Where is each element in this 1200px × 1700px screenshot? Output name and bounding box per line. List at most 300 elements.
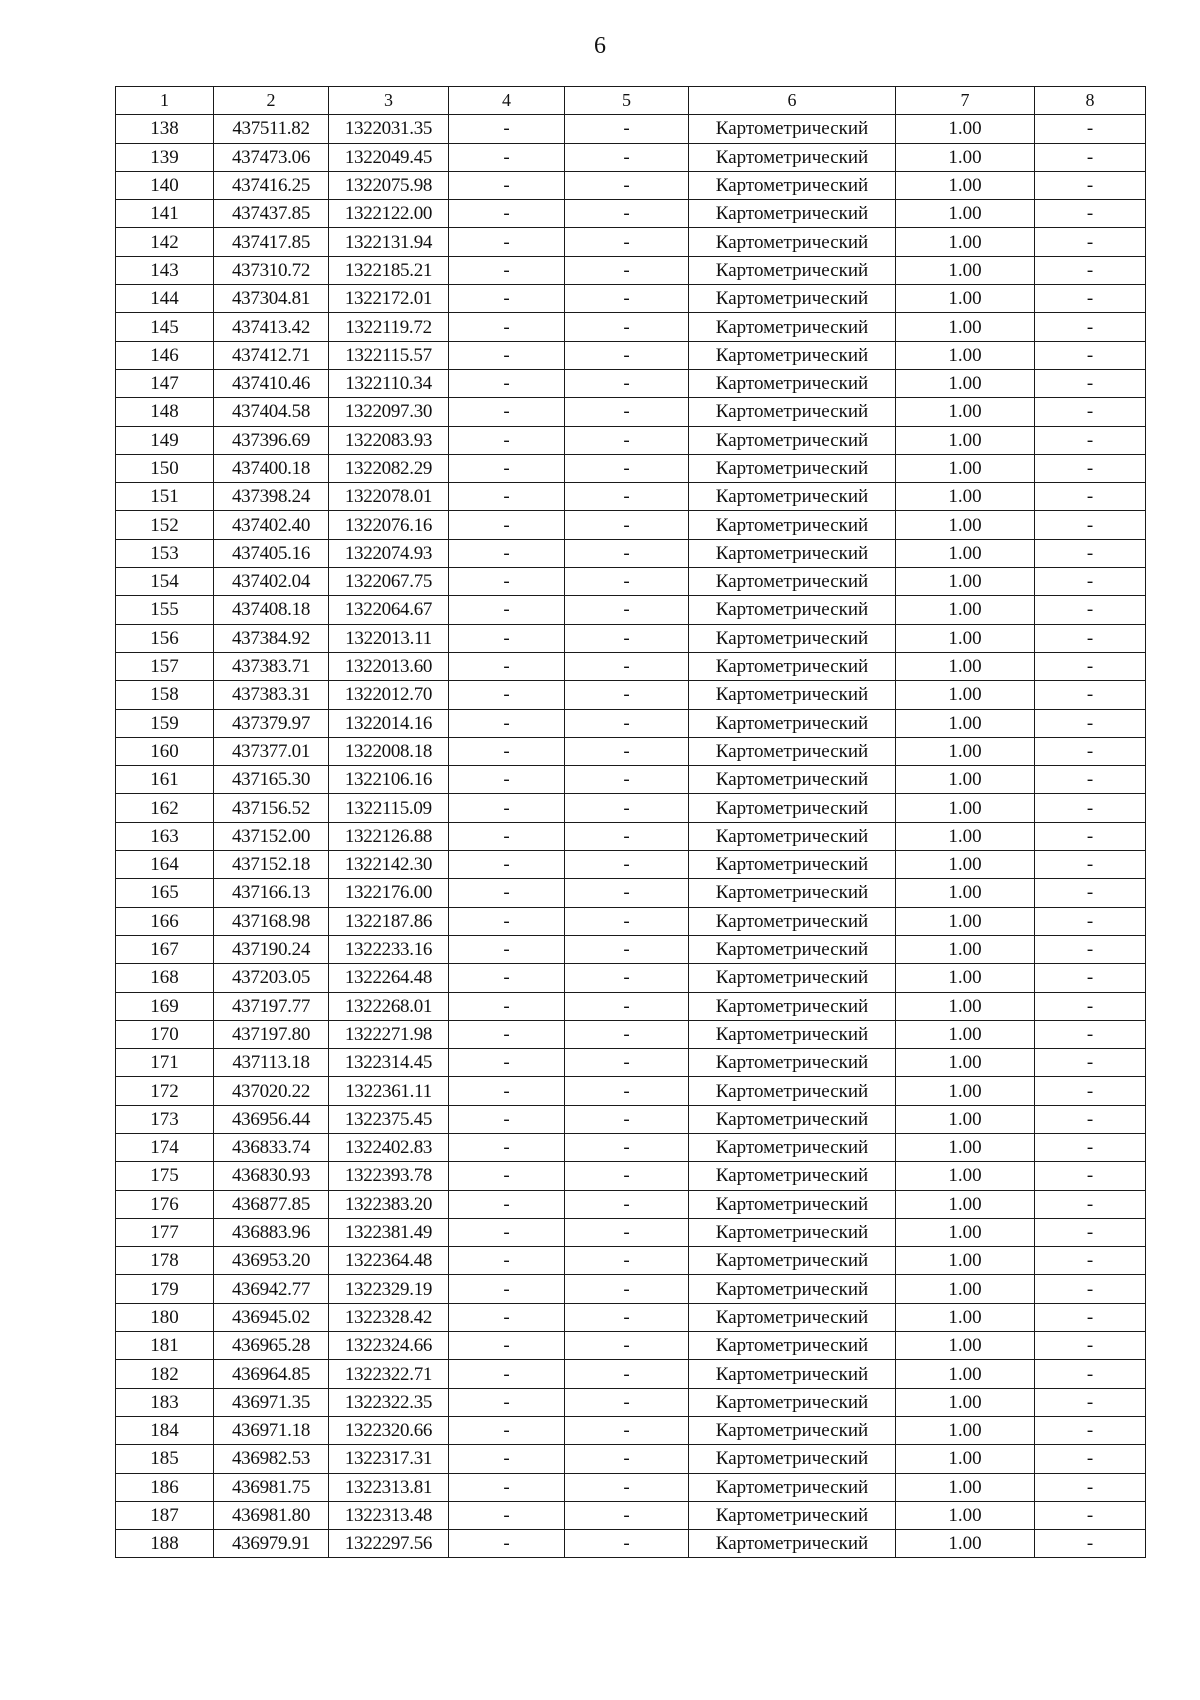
col-8-value-cell: - [1035, 1190, 1146, 1218]
col-8-value-cell: - [1035, 1162, 1146, 1190]
accuracy-cell: 1.00 [896, 822, 1035, 850]
col-5-value-cell: - [565, 483, 689, 511]
col-4-value-cell: - [449, 568, 565, 596]
point-number-cell: 156 [116, 624, 214, 652]
method-cell: Картометрический [689, 964, 896, 992]
method-cell: Картометрический [689, 624, 896, 652]
table-row [116, 879, 1146, 907]
accuracy-cell: 1.00 [896, 1303, 1035, 1331]
point-number-cell: 171 [116, 1049, 214, 1077]
col-5-value-cell: - [565, 851, 689, 879]
table-row [116, 483, 1146, 511]
accuracy-cell: 1.00 [896, 313, 1035, 341]
coord-x-cell: 436964.85 [214, 1360, 329, 1388]
col-8-value-cell: - [1035, 200, 1146, 228]
point-number-cell: 160 [116, 737, 214, 765]
accuracy-cell: 1.00 [896, 1190, 1035, 1218]
accuracy-cell: 1.00 [896, 1388, 1035, 1416]
coord-y-cell: 1322271.98 [329, 1020, 449, 1048]
point-number-cell: 175 [116, 1162, 214, 1190]
table-row [116, 935, 1146, 963]
point-number-cell: 185 [116, 1445, 214, 1473]
col-5-value-cell: - [565, 426, 689, 454]
coord-x-cell: 437402.04 [214, 568, 329, 596]
coord-x-cell: 437156.52 [214, 794, 329, 822]
accuracy-cell: 1.00 [896, 1162, 1035, 1190]
col-8-value-cell: - [1035, 539, 1146, 567]
coord-y-cell: 1322172.01 [329, 285, 449, 313]
method-cell: Картометрический [689, 1473, 896, 1501]
col-8-value-cell: - [1035, 1501, 1146, 1529]
col-4-value-cell: - [449, 964, 565, 992]
coord-x-cell: 436965.28 [214, 1332, 329, 1360]
accuracy-cell: 1.00 [896, 1077, 1035, 1105]
method-cell: Картометрический [689, 539, 896, 567]
table-row [116, 143, 1146, 171]
coord-x-cell: 437417.85 [214, 228, 329, 256]
point-number-cell: 182 [116, 1360, 214, 1388]
table-row [116, 964, 1146, 992]
coord-y-cell: 1322067.75 [329, 568, 449, 596]
col-8-value-cell: - [1035, 483, 1146, 511]
point-number-cell: 145 [116, 313, 214, 341]
col-5-value-cell: - [565, 624, 689, 652]
coord-x-cell: 436979.91 [214, 1530, 329, 1558]
col-4-value-cell: - [449, 369, 565, 397]
coord-x-cell: 437412.71 [214, 341, 329, 369]
col-4-value-cell: - [449, 539, 565, 567]
method-cell: Картометрический [689, 1247, 896, 1275]
coord-y-cell: 1322383.20 [329, 1190, 449, 1218]
col-4-value-cell: - [449, 652, 565, 680]
col-8-value-cell: - [1035, 1275, 1146, 1303]
col-4-value-cell: - [449, 794, 565, 822]
coord-y-cell: 1322313.81 [329, 1473, 449, 1501]
coord-x-cell: 436877.85 [214, 1190, 329, 1218]
col-8-value-cell: - [1035, 822, 1146, 850]
method-cell: Картометрический [689, 426, 896, 454]
coord-x-cell: 437405.16 [214, 539, 329, 567]
accuracy-cell: 1.00 [896, 539, 1035, 567]
method-cell: Картометрический [689, 1416, 896, 1444]
col-4-value-cell: - [449, 1445, 565, 1473]
coord-x-cell: 436945.02 [214, 1303, 329, 1331]
col-8-value-cell: - [1035, 454, 1146, 482]
col-8-value-cell: - [1035, 1105, 1146, 1133]
col-4-value-cell: - [449, 1473, 565, 1501]
accuracy-cell: 1.00 [896, 171, 1035, 199]
coord-y-cell: 1322031.35 [329, 115, 449, 143]
method-cell: Картометрический [689, 879, 896, 907]
table-row [116, 1360, 1146, 1388]
method-cell: Картометрический [689, 369, 896, 397]
col-8-value-cell: - [1035, 1473, 1146, 1501]
col-4-value-cell: - [449, 1416, 565, 1444]
coord-y-cell: 1322381.49 [329, 1218, 449, 1246]
coord-y-cell: 1322364.48 [329, 1247, 449, 1275]
accuracy-cell: 1.00 [896, 1020, 1035, 1048]
column-header: 6 [689, 87, 896, 115]
accuracy-cell: 1.00 [896, 964, 1035, 992]
col-8-value-cell: - [1035, 426, 1146, 454]
table-row [116, 285, 1146, 313]
col-5-value-cell: - [565, 228, 689, 256]
accuracy-cell: 1.00 [896, 907, 1035, 935]
coord-y-cell: 1322297.56 [329, 1530, 449, 1558]
col-8-value-cell: - [1035, 1303, 1146, 1331]
column-header: 4 [449, 87, 565, 115]
method-cell: Картометрический [689, 709, 896, 737]
coord-x-cell: 437190.24 [214, 935, 329, 963]
col-8-value-cell: - [1035, 369, 1146, 397]
coord-y-cell: 1322314.45 [329, 1049, 449, 1077]
col-5-value-cell: - [565, 935, 689, 963]
accuracy-cell: 1.00 [896, 454, 1035, 482]
table-row [116, 794, 1146, 822]
col-4-value-cell: - [449, 766, 565, 794]
col-5-value-cell: - [565, 398, 689, 426]
coord-x-cell: 436830.93 [214, 1162, 329, 1190]
accuracy-cell: 1.00 [896, 1247, 1035, 1275]
coord-y-cell: 1322013.11 [329, 624, 449, 652]
col-8-value-cell: - [1035, 398, 1146, 426]
col-4-value-cell: - [449, 624, 565, 652]
col-8-value-cell: - [1035, 341, 1146, 369]
col-4-value-cell: - [449, 285, 565, 313]
point-number-cell: 167 [116, 935, 214, 963]
col-4-value-cell: - [449, 1218, 565, 1246]
coord-x-cell: 436971.35 [214, 1388, 329, 1416]
method-cell: Картометрический [689, 907, 896, 935]
table-row [116, 1530, 1146, 1558]
table-row [116, 1445, 1146, 1473]
col-5-value-cell: - [565, 907, 689, 935]
method-cell: Картометрический [689, 1020, 896, 1048]
col-8-value-cell: - [1035, 228, 1146, 256]
point-number-cell: 157 [116, 652, 214, 680]
table-row [116, 313, 1146, 341]
coord-x-cell: 437197.77 [214, 992, 329, 1020]
table-row [116, 1162, 1146, 1190]
col-5-value-cell: - [565, 1530, 689, 1558]
coord-y-cell: 1322076.16 [329, 511, 449, 539]
col-4-value-cell: - [449, 1388, 565, 1416]
col-5-value-cell: - [565, 1049, 689, 1077]
column-header: 5 [565, 87, 689, 115]
column-header: 3 [329, 87, 449, 115]
table-row [116, 398, 1146, 426]
col-5-value-cell: - [565, 115, 689, 143]
col-4-value-cell: - [449, 879, 565, 907]
col-5-value-cell: - [565, 369, 689, 397]
accuracy-cell: 1.00 [896, 652, 1035, 680]
col-8-value-cell: - [1035, 681, 1146, 709]
col-5-value-cell: - [565, 1388, 689, 1416]
col-5-value-cell: - [565, 1133, 689, 1161]
col-4-value-cell: - [449, 1332, 565, 1360]
point-number-cell: 165 [116, 879, 214, 907]
method-cell: Картометрический [689, 794, 896, 822]
coord-x-cell: 437400.18 [214, 454, 329, 482]
coord-x-cell: 436956.44 [214, 1105, 329, 1133]
col-5-value-cell: - [565, 341, 689, 369]
table-row [116, 256, 1146, 284]
col-8-value-cell: - [1035, 1388, 1146, 1416]
coord-x-cell: 437165.30 [214, 766, 329, 794]
method-cell: Картометрический [689, 1332, 896, 1360]
accuracy-cell: 1.00 [896, 709, 1035, 737]
coord-y-cell: 1322074.93 [329, 539, 449, 567]
col-5-value-cell: - [565, 964, 689, 992]
column-header: 2 [214, 87, 329, 115]
col-8-value-cell: - [1035, 624, 1146, 652]
col-5-value-cell: - [565, 313, 689, 341]
accuracy-cell: 1.00 [896, 794, 1035, 822]
method-cell: Картометрический [689, 652, 896, 680]
point-number-cell: 177 [116, 1218, 214, 1246]
col-5-value-cell: - [565, 511, 689, 539]
col-4-value-cell: - [449, 851, 565, 879]
table-row [116, 681, 1146, 709]
table-row [116, 341, 1146, 369]
col-5-value-cell: - [565, 1332, 689, 1360]
table-row [116, 1247, 1146, 1275]
col-5-value-cell: - [565, 1501, 689, 1529]
col-5-value-cell: - [565, 568, 689, 596]
col-5-value-cell: - [565, 1190, 689, 1218]
coord-y-cell: 1322176.00 [329, 879, 449, 907]
table-row [116, 171, 1146, 199]
page-number: 6 [594, 33, 606, 59]
table-row [116, 1473, 1146, 1501]
coord-y-cell: 1322078.01 [329, 483, 449, 511]
coord-x-cell: 437437.85 [214, 200, 329, 228]
col-8-value-cell: - [1035, 313, 1146, 341]
coord-x-cell: 437384.92 [214, 624, 329, 652]
col-4-value-cell: - [449, 1162, 565, 1190]
point-number-cell: 174 [116, 1133, 214, 1161]
point-number-cell: 181 [116, 1332, 214, 1360]
col-8-value-cell: - [1035, 115, 1146, 143]
coord-x-cell: 437020.22 [214, 1077, 329, 1105]
table-row [116, 596, 1146, 624]
col-4-value-cell: - [449, 454, 565, 482]
point-number-cell: 178 [116, 1247, 214, 1275]
col-8-value-cell: - [1035, 1332, 1146, 1360]
coord-y-cell: 1322324.66 [329, 1332, 449, 1360]
col-5-value-cell: - [565, 1416, 689, 1444]
col-8-value-cell: - [1035, 171, 1146, 199]
point-number-cell: 143 [116, 256, 214, 284]
coord-y-cell: 1322115.09 [329, 794, 449, 822]
coord-x-cell: 437396.69 [214, 426, 329, 454]
col-5-value-cell: - [565, 285, 689, 313]
col-4-value-cell: - [449, 483, 565, 511]
col-4-value-cell: - [449, 709, 565, 737]
coord-y-cell: 1322012.70 [329, 681, 449, 709]
coord-x-cell: 437310.72 [214, 256, 329, 284]
table-row [116, 822, 1146, 850]
coord-y-cell: 1322119.72 [329, 313, 449, 341]
col-8-value-cell: - [1035, 1530, 1146, 1558]
table-row [116, 1275, 1146, 1303]
table-row [116, 766, 1146, 794]
col-8-value-cell: - [1035, 794, 1146, 822]
coord-y-cell: 1322083.93 [329, 426, 449, 454]
col-5-value-cell: - [565, 1473, 689, 1501]
col-4-value-cell: - [449, 1190, 565, 1218]
col-8-value-cell: - [1035, 964, 1146, 992]
accuracy-cell: 1.00 [896, 1218, 1035, 1246]
table-row [116, 426, 1146, 454]
col-8-value-cell: - [1035, 766, 1146, 794]
col-5-value-cell: - [565, 171, 689, 199]
col-8-value-cell: - [1035, 1218, 1146, 1246]
header-row [116, 87, 1146, 115]
table-row [116, 709, 1146, 737]
table-row [116, 851, 1146, 879]
method-cell: Картометрический [689, 1303, 896, 1331]
table-row [116, 228, 1146, 256]
point-number-cell: 138 [116, 115, 214, 143]
col-4-value-cell: - [449, 313, 565, 341]
table-row [116, 1133, 1146, 1161]
method-cell: Картометрический [689, 568, 896, 596]
col-4-value-cell: - [449, 681, 565, 709]
point-number-cell: 154 [116, 568, 214, 596]
point-number-cell: 188 [116, 1530, 214, 1558]
col-5-value-cell: - [565, 256, 689, 284]
coord-x-cell: 436971.18 [214, 1416, 329, 1444]
accuracy-cell: 1.00 [896, 398, 1035, 426]
point-number-cell: 148 [116, 398, 214, 426]
col-4-value-cell: - [449, 935, 565, 963]
method-cell: Картометрический [689, 935, 896, 963]
table-row [116, 1218, 1146, 1246]
coord-y-cell: 1322064.67 [329, 596, 449, 624]
col-4-value-cell: - [449, 1247, 565, 1275]
table-row [116, 1388, 1146, 1416]
accuracy-cell: 1.00 [896, 1332, 1035, 1360]
col-8-value-cell: - [1035, 1020, 1146, 1048]
accuracy-cell: 1.00 [896, 1416, 1035, 1444]
point-number-cell: 184 [116, 1416, 214, 1444]
coord-x-cell: 437113.18 [214, 1049, 329, 1077]
coord-x-cell: 437383.31 [214, 681, 329, 709]
col-4-value-cell: - [449, 1275, 565, 1303]
col-8-value-cell: - [1035, 596, 1146, 624]
method-cell: Картометрический [689, 1133, 896, 1161]
table-row [116, 1416, 1146, 1444]
table-row [116, 568, 1146, 596]
table-row [116, 1332, 1146, 1360]
coord-y-cell: 1322106.16 [329, 766, 449, 794]
point-number-cell: 150 [116, 454, 214, 482]
col-5-value-cell: - [565, 737, 689, 765]
point-number-cell: 187 [116, 1501, 214, 1529]
col-5-value-cell: - [565, 143, 689, 171]
point-number-cell: 158 [116, 681, 214, 709]
col-4-value-cell: - [449, 200, 565, 228]
col-4-value-cell: - [449, 1049, 565, 1077]
method-cell: Картометрический [689, 200, 896, 228]
col-8-value-cell: - [1035, 1445, 1146, 1473]
accuracy-cell: 1.00 [896, 143, 1035, 171]
coord-x-cell: 436883.96 [214, 1218, 329, 1246]
accuracy-cell: 1.00 [896, 624, 1035, 652]
coord-y-cell: 1322328.42 [329, 1303, 449, 1331]
coord-y-cell: 1322097.30 [329, 398, 449, 426]
coord-y-cell: 1322013.60 [329, 652, 449, 680]
accuracy-cell: 1.00 [896, 369, 1035, 397]
col-8-value-cell: - [1035, 285, 1146, 313]
accuracy-cell: 1.00 [896, 1049, 1035, 1077]
accuracy-cell: 1.00 [896, 568, 1035, 596]
col-8-value-cell: - [1035, 851, 1146, 879]
col-8-value-cell: - [1035, 256, 1146, 284]
table-row [116, 624, 1146, 652]
col-4-value-cell: - [449, 1360, 565, 1388]
accuracy-cell: 1.00 [896, 115, 1035, 143]
col-4-value-cell: - [449, 1020, 565, 1048]
point-number-cell: 149 [116, 426, 214, 454]
coord-x-cell: 437410.46 [214, 369, 329, 397]
method-cell: Картометрический [689, 285, 896, 313]
method-cell: Картометрический [689, 1530, 896, 1558]
coord-y-cell: 1322082.29 [329, 454, 449, 482]
accuracy-cell: 1.00 [896, 766, 1035, 794]
coord-y-cell: 1322322.35 [329, 1388, 449, 1416]
col-4-value-cell: - [449, 398, 565, 426]
table-row [116, 454, 1146, 482]
coord-x-cell: 437377.01 [214, 737, 329, 765]
method-cell: Картометрический [689, 454, 896, 482]
coord-y-cell: 1322322.71 [329, 1360, 449, 1388]
accuracy-cell: 1.00 [896, 992, 1035, 1020]
table-row [116, 200, 1146, 228]
coord-y-cell: 1322402.83 [329, 1133, 449, 1161]
coord-x-cell: 437152.18 [214, 851, 329, 879]
col-5-value-cell: - [565, 879, 689, 907]
coord-y-cell: 1322329.19 [329, 1275, 449, 1303]
method-cell: Картометрический [689, 341, 896, 369]
col-5-value-cell: - [565, 709, 689, 737]
method-cell: Картометрический [689, 992, 896, 1020]
col-5-value-cell: - [565, 1020, 689, 1048]
col-4-value-cell: - [449, 341, 565, 369]
col-4-value-cell: - [449, 115, 565, 143]
col-5-value-cell: - [565, 794, 689, 822]
coord-x-cell: 437168.98 [214, 907, 329, 935]
col-4-value-cell: - [449, 511, 565, 539]
method-cell: Картометрический [689, 851, 896, 879]
method-cell: Картометрический [689, 766, 896, 794]
col-5-value-cell: - [565, 596, 689, 624]
point-number-cell: 142 [116, 228, 214, 256]
col-4-value-cell: - [449, 907, 565, 935]
coord-x-cell: 436833.74 [214, 1133, 329, 1161]
point-number-cell: 180 [116, 1303, 214, 1331]
col-8-value-cell: - [1035, 992, 1146, 1020]
point-number-cell: 153 [116, 539, 214, 567]
method-cell: Картометрический [689, 1388, 896, 1416]
method-cell: Картометрический [689, 143, 896, 171]
point-number-cell: 139 [116, 143, 214, 171]
method-cell: Картометрический [689, 228, 896, 256]
accuracy-cell: 1.00 [896, 511, 1035, 539]
method-cell: Картометрический [689, 1162, 896, 1190]
col-5-value-cell: - [565, 822, 689, 850]
